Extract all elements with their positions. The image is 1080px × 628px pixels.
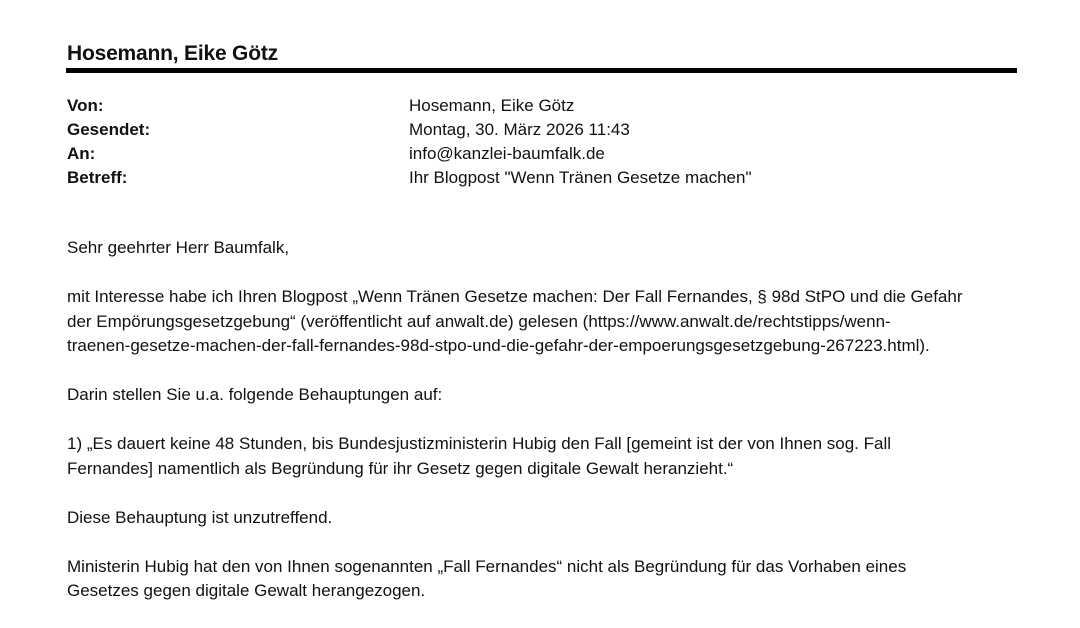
header-value-subject: Ihr Blogpost "Wenn Tränen Gesetze machen" [409,168,752,187]
paragraph-intro-line-2[interactable]: der Empörungsgesetzgebung“ (veröffentlicht auf anwalt.de) gelesen (https://www.anwalt.de/rechtstipps/wenn- [67,311,891,331]
header-label-to: An: [67,144,96,163]
header-row-subject [67,166,1017,190]
sender-title: Hosemann, Eike Götz [67,42,278,65]
paragraph-intro [67,285,1017,359]
header-row-to [67,142,1017,166]
greeting: Sehr geehrter Herr Baumfalk, [67,238,290,257]
paragraph-claims-intro: Darin stellen Sie u.a. folgende Behauptungen auf: [67,385,443,404]
header-label-sent: Gesendet: [67,120,151,139]
paragraph-explanation-line-2: Gesetzes gegen digitale Gewalt herangezogen. [67,581,426,600]
header-row-from [67,94,1017,118]
header-divider [66,68,1017,73]
header-row-sent [67,118,1017,142]
header-label-from: Von: [67,96,104,115]
email-headers [67,94,1017,190]
paragraph-intro-line-3[interactable]: traenen-gesetze-machen-der-fall-fernandes-98d-stpo-und-die-gefahr-der-empoerungsgesetzgebung-267223.html). [67,336,930,355]
paragraph-explanation [67,555,1017,604]
paragraph-intro-line-1: mit Interesse habe ich Ihren Blogpost „Wenn Tränen Gesetze machen: Der Fall Fernandes, § 98d StPO und die Gefahr [67,287,963,306]
header-value-sent: Montag, 30. März 2026 11:43 [409,120,630,139]
paragraph-quote-1-line-2: Fernandes] namentlich als Begründung für ihr Gesetz gegen digitale Gewalt heranzieht.“ [67,458,734,478]
header-label-subject: Betreff: [67,168,128,187]
paragraph-quote-1 [67,432,1017,481]
email-body [67,236,1017,628]
paragraph-explanation-line-1: Ministerin Hubig hat den von Ihnen sogenannten „Fall Fernandes“ nicht als Begründung für das Vorhaben eines [67,556,907,576]
paragraph-quote-1-line-1: 1) „Es dauert keine 48 Stunden, bis Bundesjustizministerin Hubig den Fall [gemeint ist der von Ihnen sog. Fall [67,434,892,453]
header-value-from: Hosemann, Eike Götz [409,96,575,115]
paragraph-rebuttal: Diese Behauptung ist unzutreffend. [67,507,333,527]
header-value-to[interactable]: info@kanzlei-baumfalk.de [409,144,605,163]
